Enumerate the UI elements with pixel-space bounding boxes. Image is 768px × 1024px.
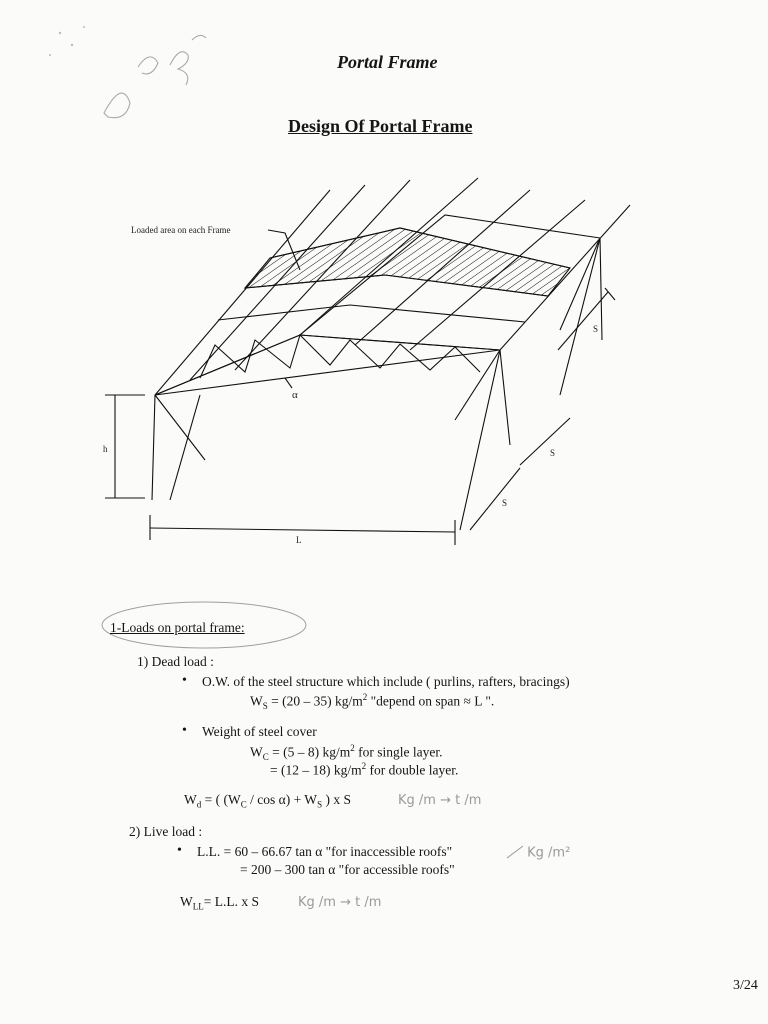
wd-part-2: / cos α) + W (246, 792, 318, 807)
wc2-note: for double layer. (366, 762, 459, 778)
ws-symbol: W (250, 693, 263, 709)
portal-frame-diagram (0, 170, 768, 550)
live-load-formula-2: = 200 – 300 tan α "for accessible roofs" (240, 862, 455, 877)
wd-handwritten-units: Kg /m → t /m (398, 793, 482, 808)
wc-note: for single layer. (354, 744, 443, 760)
ll-hand-text: Kg /m² (527, 845, 571, 861)
ws-formula (250, 692, 494, 711)
wd-subscript-2: C (240, 799, 247, 810)
L-label: L (296, 535, 302, 545)
page-title: Design Of Portal Frame (288, 116, 473, 136)
ws-superscript: 2 (362, 692, 368, 702)
wll-handwritten-units: Kg /m → t /m (298, 895, 382, 910)
h-label: h (103, 444, 108, 454)
wll-value: = L.L. x S (203, 894, 259, 909)
handwritten-scribble (20, 5, 220, 135)
live-load-formula-1: • L.L. = 60 – 66.67 tan α "for inaccessible roofs" (197, 844, 452, 860)
alpha-label: α (292, 389, 298, 401)
s-label-2: S (502, 498, 508, 508)
check-mark-icon (505, 844, 523, 862)
wc-value: = (5 – 8) kg/m (268, 744, 351, 760)
s-label-3: S (593, 324, 599, 334)
dead-load-heading-text: 1) Dead load : (137, 654, 214, 669)
page-number: 3/24 (733, 978, 758, 993)
wc-subscript: C (262, 752, 269, 763)
s-label-1: S (550, 448, 556, 458)
wc2-superscript: 2 (361, 761, 367, 771)
ws-note: "depend on span ≈ L ". (367, 693, 495, 709)
ll-handwritten-units (505, 844, 570, 862)
wc-formula (250, 743, 442, 762)
live-load-heading-text: 2) Live load : (129, 824, 203, 839)
section-heading-loads: 1-Loads on portal frame: (110, 620, 245, 635)
wll-subscript: LL (192, 901, 204, 912)
ws-subscript: S (262, 701, 268, 712)
wd-part-1: = ( (W (201, 792, 241, 807)
wc-formula-2 (270, 761, 458, 779)
page-header: Portal Frame (337, 52, 438, 72)
ws-value: = (20 – 35) kg/m (267, 693, 363, 709)
wll-symbol: W (180, 894, 193, 909)
wd-subscript-3: S (317, 799, 323, 810)
wd-subscript: d (196, 799, 202, 810)
wc-symbol: W (250, 744, 263, 760)
wll-formula (180, 894, 259, 912)
dead-load-bullet-1: • O.W. of the steel structure which include ( purlins, rafters, bracings) (202, 674, 570, 690)
wd-part-3: ) x S (322, 792, 351, 807)
dead-load-heading (137, 654, 214, 670)
wd-symbol: W (184, 792, 197, 807)
wd-formula (184, 792, 351, 810)
wc2-value: = (12 – 18) kg/m (270, 762, 362, 778)
wc-superscript: 2 (350, 743, 355, 753)
loaded-area-label: Loaded area on each Frame (131, 225, 231, 235)
live-load-heading (129, 824, 202, 840)
dead-load-bullet-2: • Weight of steel cover (202, 724, 317, 740)
